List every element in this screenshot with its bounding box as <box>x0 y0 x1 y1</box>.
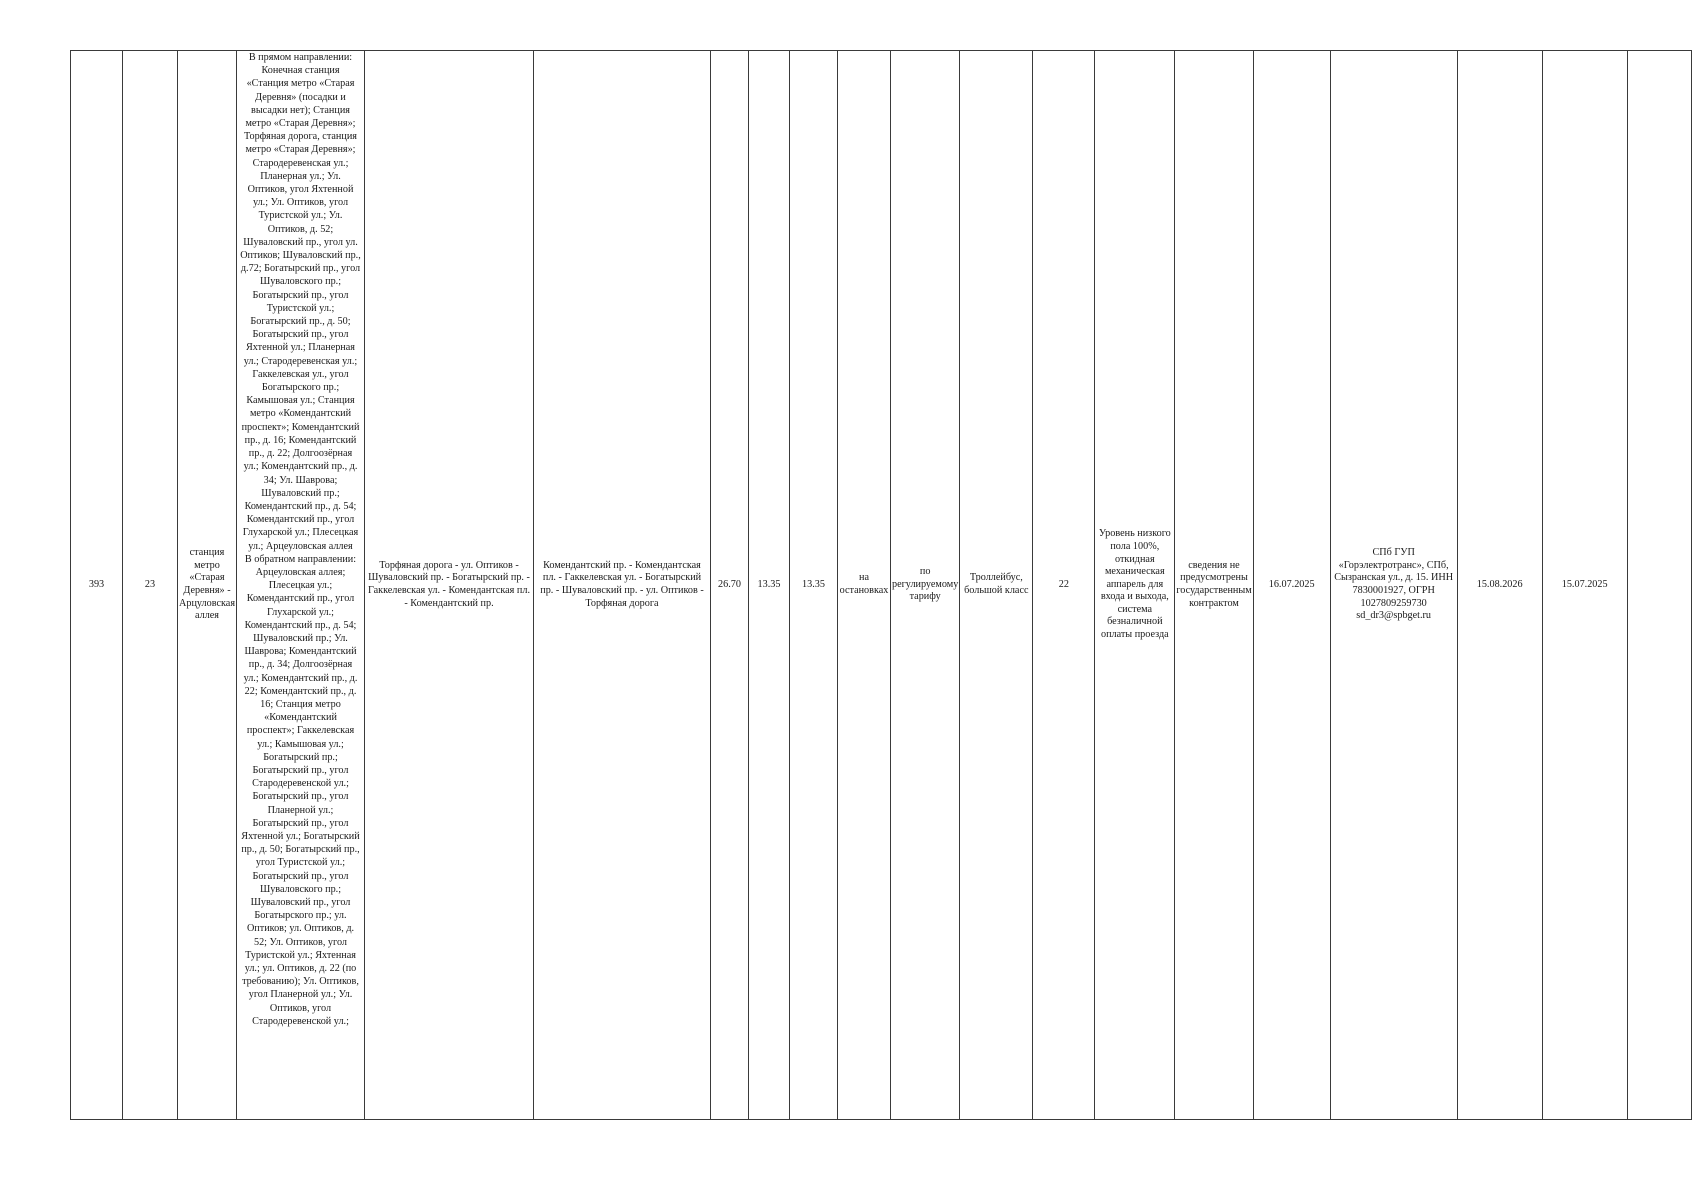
end-date-cell: 15.08.2026 <box>1457 51 1542 1120</box>
table-row <box>71 51 1692 1120</box>
length-forward-cell: 13.35 <box>749 51 790 1120</box>
route-register-table <box>70 50 1692 1120</box>
length-total-cell: 26.70 <box>711 51 749 1120</box>
reg-number-cell: 393 <box>71 51 123 1120</box>
streets-backward-cell: Комендантский пр. - Комендантская пл. - Гаккелевская ул. - Богатырский пр. - Шуваловский пр. - ул. Оптиков - Торфяная дорога <box>534 51 711 1120</box>
tariff-type-cell: по регулируемому тарифу <box>891 51 960 1120</box>
carrier-cell: СПб ГУП «Горэлектротранс», СПб, Сызранская ул., д. 15. ИНН 7830001927, ОГРН 1027809259730 sd_dr3@spbget.ru <box>1330 51 1457 1120</box>
length-backward-cell: 13.35 <box>790 51 838 1120</box>
change-date-cell: 15.07.2025 <box>1542 51 1627 1120</box>
vehicle-count-cell: 22 <box>1033 51 1095 1120</box>
route-name-cell: станция метро «Старая Деревня» - Арцуловская аллея <box>178 51 237 1120</box>
stops-cell <box>237 51 365 1120</box>
contract-info-cell: сведения не предусмотрены государственным контрактом <box>1175 51 1253 1120</box>
streets-forward-cell: Торфяная дорога - ул. Оптиков - Шуваловский пр. - Богатырский пр. - Гаккелевская ул. - Комендантская пл. - Комендантский пр. <box>365 51 534 1120</box>
notes-cell <box>1627 51 1691 1120</box>
vehicle-type-cell: Троллейбус, большой класс <box>960 51 1033 1120</box>
stop-procedure-cell: на остановках <box>838 51 891 1120</box>
start-date-cell: 16.07.2025 <box>1253 51 1330 1120</box>
stops-backward-text: В обратном направлении: Арцеуловская аллея; Плесецкая ул.; Комендантский пр., угол Глухарской ул.; Комендантский пр., д. 54; Шуваловский пр.; Ул. Шаврова; Комендантский пр., д. 34; Долгоозёрная ул.; Комендантский пр., д. 22; Комендантский пр., д. 16; Станция метро «Комендантский проспект»; Гаккелевская ул.; Камышовая ул.; Богатырский пр.; Богатырский пр., угол Стародеревенской ул.; Богатырский пр., угол Планерной ул.; Богатырский пр., угол Яхтенной ул.; Богатырский пр., д. 50; Богатырский пр., угол Туристской ул.; Богатырский пр., угол Шуваловского пр.; Шуваловский пр., угол Богатырского пр.; ул. Оптиков; ул. Оптиков, д. 52; Ул. Оптиков, угол Туристской ул.; Яхтенная ул.; ул. Оптиков, д. 22 (по требованию); Ул. Оптиков, угол Планерной ул.; Ул. Оптиков, угол Стародеревенской ул.; <box>241 553 360 1027</box>
route-number-cell: 23 <box>123 51 178 1120</box>
ecology-cell: Уровень низкого пола 100%, откидная механическая аппарель для входа и выхода, система безналичной оплаты проезда <box>1095 51 1175 1120</box>
stops-forward-text: В прямом направлении: Конечная станция «Станция метро «Старая Деревня» (посадки и высадки нет); Станция метро «Старая Деревня»; Торфяная дорога, станция метро «Старая Деревня»; Стародеревенская ул.; Планерная ул.; Ул. Оптиков, угол Яхтенной ул.; Ул. Оптиков, угол Туристской ул.; Ул. Оптиков, д. 52; Шуваловский пр., угол ул. Оптиков; Шуваловский пр., д.72; Богатырский пр., угол Шуваловского пр.; Богатырский пр., угол Туристской ул.; Богатырский пр., д. 50; Богатырский пр., угол Яхтенной ул.; Планерная ул.; Стародеревенская ул.; Гаккелевская ул., угол Богатырского пр.; Камышовая ул.; Станция метро «Комендантский проспект»; Комендантский пр., д. 16; Комендантский пр., д. 22; Долгоозёрная ул.; Комендантский пр., д. 34; Ул. Шаврова; Шуваловский пр.; Комендантский пр., д. 54; Комендантский пр., угол Глухарской ул.; Плесецкая ул.; Арцеуловская аллея <box>240 52 361 552</box>
